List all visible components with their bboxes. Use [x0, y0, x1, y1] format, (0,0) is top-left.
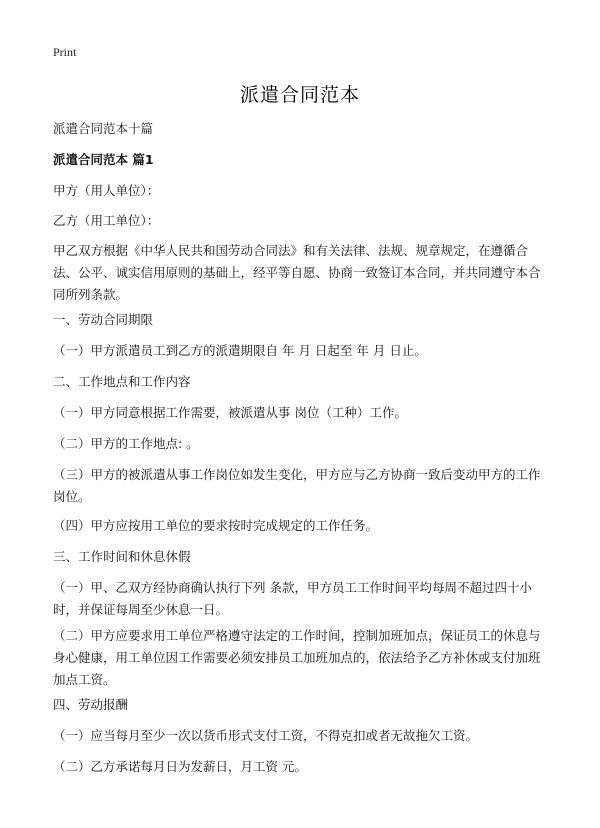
section-heading: 派遣合同范本 篇1 [53, 152, 154, 167]
print-label: Print [53, 45, 77, 59]
clause-3-item-1: （一）甲、乙双方经协商确认执行下列 条款，甲方员工工作时间平均每周不超过四十小时，并保证每周至少休息一日。 [53, 580, 532, 617]
party-b-line: 乙方（用工单位）： [53, 213, 160, 228]
clause-4-item-2: （二）乙方承诺每月日为发薪日，月工资 元。 [53, 759, 307, 774]
clause-2-item-4: （四）甲方应按用工单位的要求按时完成规定的工作任务。 [53, 518, 379, 533]
clause-3-item-2: （二）甲方应要求用工单位严格遵守法定的工作时间，控制加班加点，保证员工的休息与身心健康，用工单位因工作需要必须安排员工加班加点的，依法给予乙方补休或支付加班加点工资。 [53, 628, 541, 687]
document-subtitle: 派遣合同范本十篇 [53, 121, 154, 136]
clause-1-heading: 一、劳动合同期限 [53, 312, 154, 327]
clause-3-heading: 三、工作时间和休息休假 [53, 549, 191, 564]
clause-4-heading: 四、劳动报酬 [53, 697, 129, 712]
document-title: 派遣合同范本 [239, 84, 360, 106]
clause-2-heading: 二、工作地点和工作内容 [53, 374, 191, 389]
party-a-line: 甲方（用人单位）： [53, 183, 160, 198]
clause-2-item-1: （一）甲方同意根据工作需要，被派遣从事 岗位（工种）工作。 [53, 405, 407, 420]
clause-2-item-2: （二）甲方的工作地点: 。 [53, 436, 199, 451]
intro-paragraph: 甲乙双方根据《中华人民共和国劳动合同法》和有关法律、法规、规章规定，在遵循合法、公平、诚实信用原则的基础上，经平等自愿、协商一致签订本合同，并共同遵守本合同所列条款。 [53, 243, 541, 302]
clause-1-item-1: （一）甲方派遣员工到乙方的派遣期限自 年 月 日起至 年 月 日止。 [53, 343, 427, 358]
clause-4-item-1: （一）应当每月至少一次以货币形式支付工资，不得克扣或者无故拖欠工资。 [53, 728, 479, 743]
clause-2-item-3: （三）甲方的被派遣从事工作岗位如发生变化，甲方应与乙方协商一致后变动甲方的工作岗位。 [53, 467, 541, 504]
